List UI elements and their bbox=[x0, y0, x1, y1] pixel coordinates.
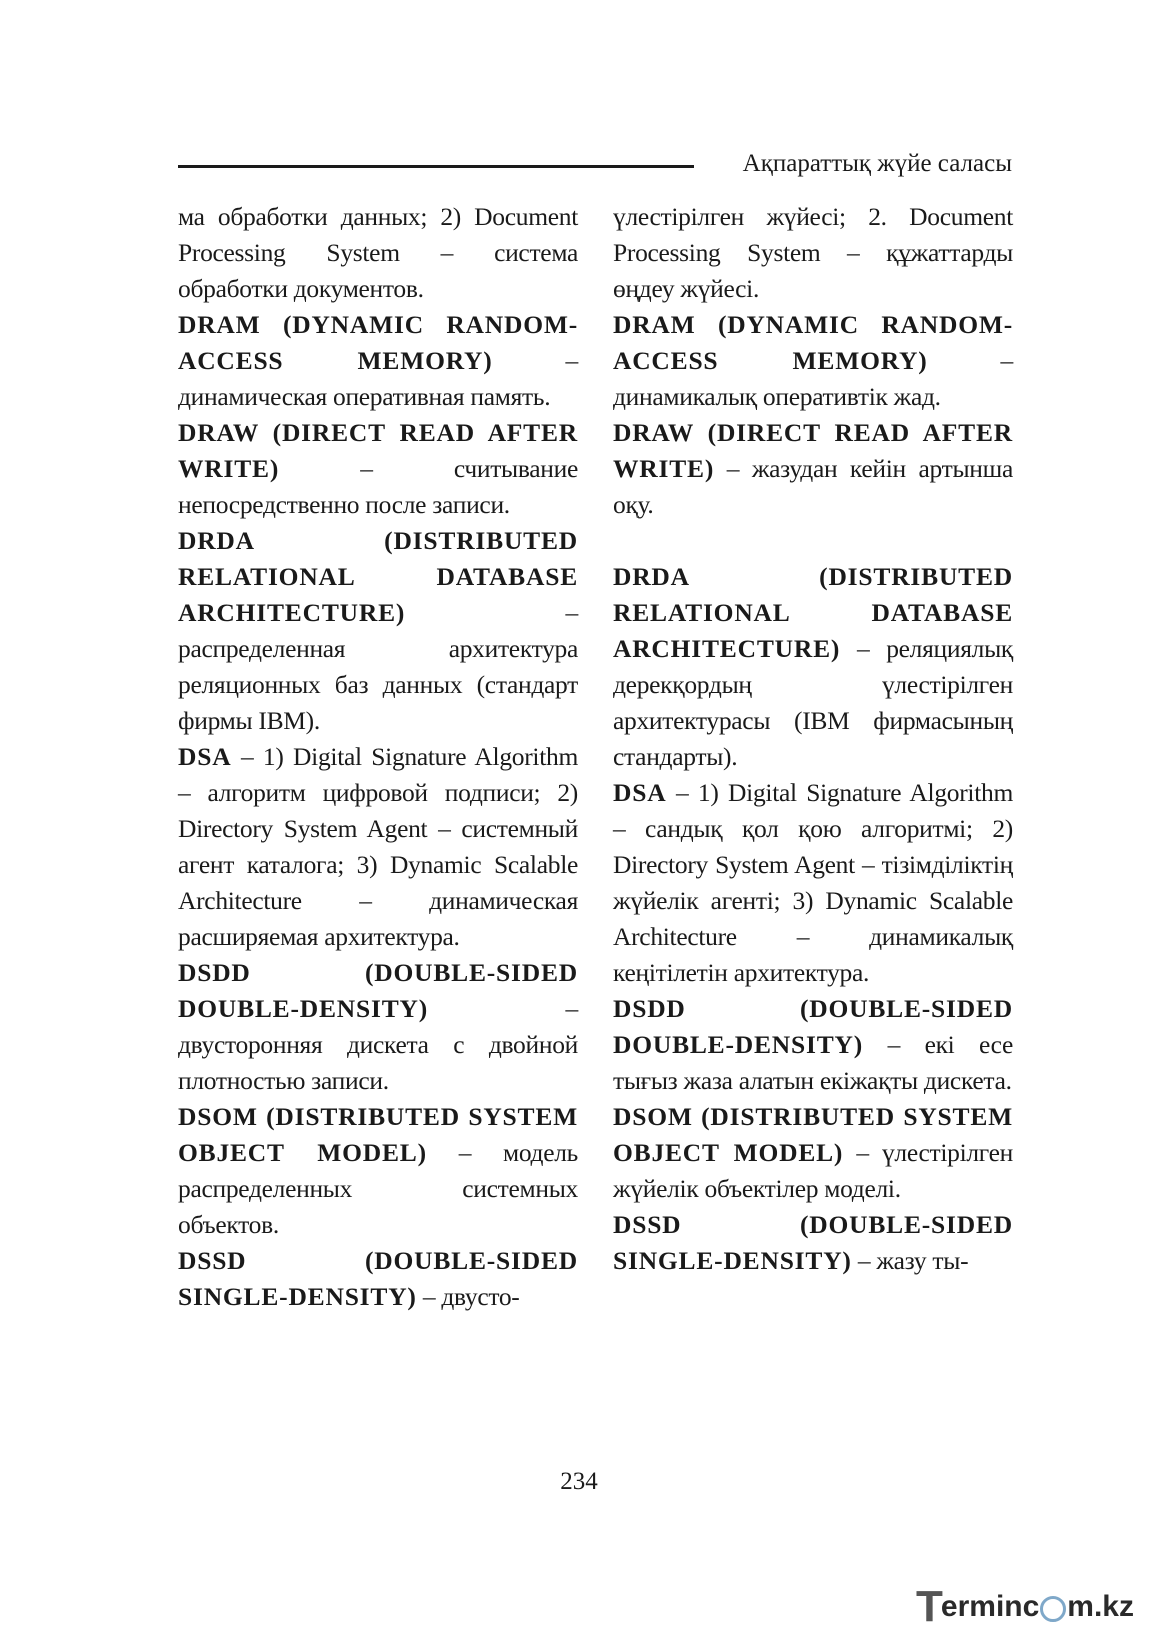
header-rule bbox=[178, 165, 694, 168]
watermark-middle: erminc bbox=[940, 1590, 1040, 1623]
globe-o-icon bbox=[1040, 1596, 1066, 1622]
entry-dsa bbox=[613, 775, 1013, 991]
entry-definition: – двусто- bbox=[422, 1282, 520, 1311]
entry-term: DSA bbox=[178, 742, 232, 771]
entry-definition: – двусторонняя дискета с двойной плотностью записи. bbox=[178, 994, 578, 1095]
entry-dsom bbox=[178, 1099, 578, 1243]
watermark-prefix: T bbox=[916, 1582, 943, 1631]
entry-definition: – реляциялық дерекқордың үлестірілген архитектурасы (IBM фирмасының стандарты). bbox=[613, 634, 1013, 771]
entry-definition: – жазудан кейін артынша оқу. bbox=[613, 454, 1014, 519]
entry-drda bbox=[613, 559, 1013, 775]
running-header: Ақпараттық жүйе саласы bbox=[742, 150, 1012, 177]
entry-dssd bbox=[613, 1207, 1013, 1279]
entry-definition: – считывание непосредственно после записи. bbox=[178, 454, 579, 519]
entry-term: DRDA (DISTRIBUTED RELATIONAL DATABASE ARCHITECTURE) bbox=[178, 526, 578, 627]
entry-term: DSOM (DISTRIBUTED SYSTEM OBJECT MODEL) bbox=[613, 1102, 1013, 1167]
entry-dssd bbox=[178, 1243, 578, 1315]
entry-term: DRAM (DYNAMIC RANDOM-ACCESS MEMORY) bbox=[178, 310, 578, 375]
page-number: 234 bbox=[560, 1468, 598, 1495]
entry-term: DSDD (DOUBLE-SIDED DOUBLE-DENSITY) bbox=[178, 958, 578, 1023]
entry-drda bbox=[178, 523, 578, 739]
entry-definition: – жазу ты- bbox=[857, 1246, 969, 1275]
entry-definition: – 1) Digital Signature Algorithm – сандық қол қою алгоритмі; 2) Directory System Agent – тізімділіктің жүйелік агенті; 3) Dynamic Scalable Architecture – динамикалық кеңітілетін архитектура. bbox=[613, 778, 1013, 987]
entry-term: DSA bbox=[613, 778, 667, 807]
entry-continuation bbox=[178, 199, 578, 307]
entry-definition: – динамическая оперативная память. bbox=[178, 346, 578, 411]
entry-term: DSOM (DISTRIBUTED SYSTEM OBJECT MODEL) bbox=[178, 1102, 578, 1167]
left-column-russian bbox=[178, 199, 578, 1315]
entry-definition: – үлестірілген жүйелік объектілер моделі. bbox=[613, 1138, 1013, 1203]
entry-term: DSSD (DOUBLE-SIDED SINGLE-DENSITY) bbox=[178, 1246, 578, 1311]
entry-dsdd bbox=[613, 991, 1013, 1099]
entry-definition: – модель распределенных системных объектов. bbox=[178, 1138, 578, 1239]
right-column-kazakh bbox=[613, 199, 1013, 1279]
watermark-suffix: m.kz bbox=[1067, 1590, 1134, 1623]
entry-continuation bbox=[613, 199, 1013, 307]
entry-definition: – 1) Digital Signature Algorithm – алгоритм цифровой подписи; 2) Directory System Agent – системный агент каталога; 3) Dynamic Scalable Architecture – динамическая расширяемая архитектура. bbox=[178, 742, 578, 951]
entry-definition: – распределенная архитектура реляционных баз данных (стандарт фирмы IBM). bbox=[178, 598, 578, 735]
site-watermark bbox=[916, 1582, 1134, 1632]
entry-term: DRAM (DYNAMIC RANDOM-ACCESS MEMORY) bbox=[613, 310, 1013, 375]
entry-dram bbox=[613, 307, 1013, 415]
entry-term: DSSD (DOUBLE-SIDED SINGLE-DENSITY) bbox=[613, 1210, 1013, 1275]
entry-dsdd bbox=[178, 955, 578, 1099]
entry-term: DRAW (DIRECT READ AFTER WRITE) bbox=[178, 418, 578, 483]
entry-term: DRDA (DISTRIBUTED RELATIONAL DATABASE ARCHITECTURE) bbox=[613, 562, 1013, 663]
entry-definition: – динамикалық оперативтік жад. bbox=[613, 346, 1013, 411]
entry-dsom bbox=[613, 1099, 1013, 1207]
entry-definition: ма обработки данных; 2) Document Processing System – система обработки документов. bbox=[178, 202, 578, 303]
entry-term: DRAW (DIRECT READ AFTER WRITE) bbox=[613, 418, 1013, 483]
entry-draw bbox=[178, 415, 578, 523]
entry-dram bbox=[178, 307, 578, 415]
entry-draw bbox=[613, 415, 1013, 523]
entry-term: DSDD (DOUBLE-SIDED DOUBLE-DENSITY) bbox=[613, 994, 1013, 1059]
entry-definition: үлестірілген жүйесі; 2. Document Processing System – құжаттарды өңдеу жүйесі. bbox=[613, 202, 1013, 303]
entry-dsa bbox=[178, 739, 578, 955]
spacer bbox=[613, 523, 1013, 559]
entry-definition: – екі есе тығыз жаза алатын екіжақты дискета. bbox=[613, 1030, 1014, 1095]
